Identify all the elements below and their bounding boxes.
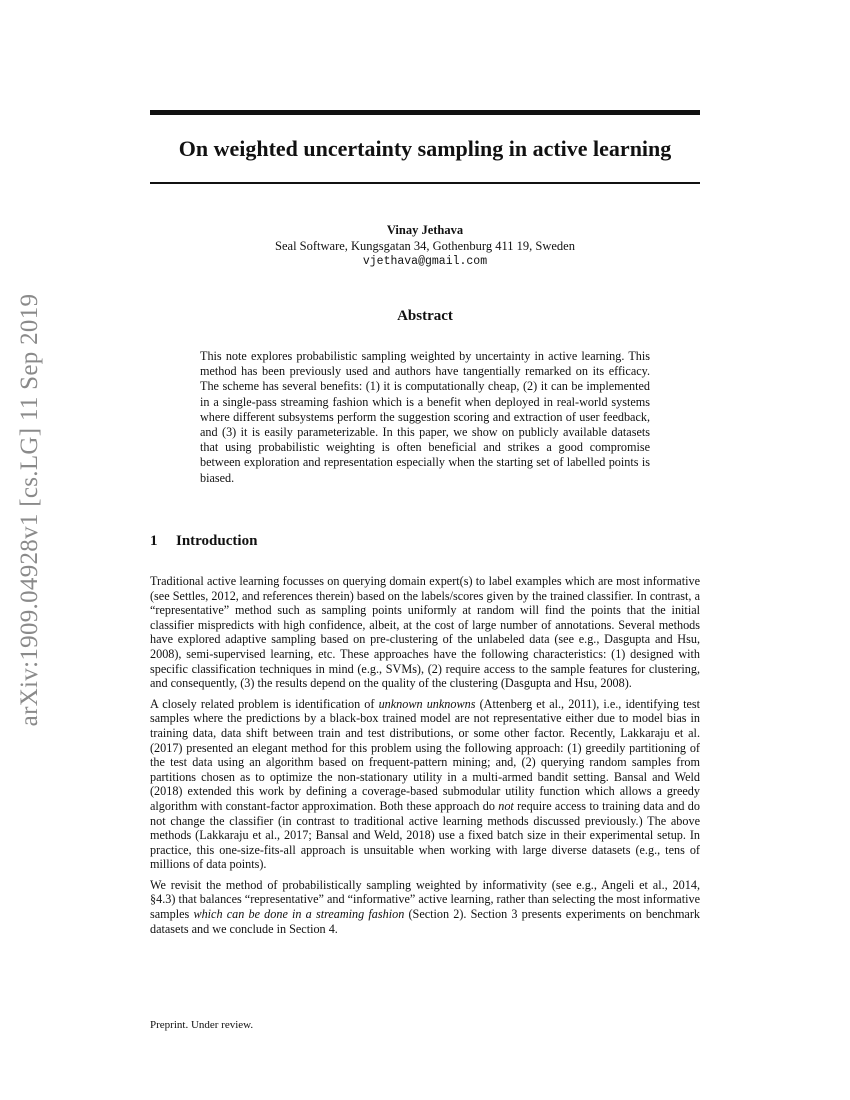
author-name: Vinay Jethava	[386, 223, 464, 237]
author-email: vjethava@gmail.com	[362, 255, 488, 268]
section-number: 1	[150, 533, 158, 549]
paragraph-2-part-a: A closely related problem is identification of	[150, 696, 379, 711]
title-top-rule	[150, 110, 700, 115]
section-heading	[150, 531, 700, 551]
paper-title: On weighted uncertainty sampling in active learning	[178, 136, 672, 161]
author-affiliation: Seal Software, Kungsgatan 34, Gothenburg 411 19, Sweden	[275, 239, 575, 253]
paragraph-1: Traditional active learning focusses on querying domain expert(s) to label examples which are most informative (see Settles, 2012, and references therein) based on the labels/scores given by the trained classifier. In contrast, a “representative” method such as sampling points uniformly at random will find the points that the initial classifier mispredicts with high confidence, albeit, at the cost of large number of annotations. Several methods have explored adaptive sampling based on pre-clustering of the unlabeled data (see e.g., Dasgupta and Hsu, 2008), semi-supervised learning, etc. These approaches have the following characteristics: (1) designed with specific classification techniques in mind (e.g., SVMs), (2) require access to the sample features for clustering, and consequently, (3) the results depend on the quality of the clustering (Dasgupta and Hsu, 2008).	[150, 574, 700, 691]
arxiv-identifier: arXiv:1909.04928v1 [cs.LG] 11 Sep 2019	[16, 293, 43, 727]
title-bottom-rule	[150, 182, 700, 184]
author-block	[150, 222, 700, 270]
paragraph-2-emphasis-not: not	[498, 798, 514, 813]
paragraph-3-emphasis-streaming: which can be done in a streaming fashion	[193, 907, 405, 922]
paragraph-2-part-b: (Attenberg et al., 2011), i.e., identifying test samples where the predictions by a black-box trained model are not representative either due to model bias in training data, data shift between train and test distributions, or some other factor. Recently, Lakkaraju et al. (2017) presented an elegant method for this problem using the following approach: (1) greedily partitioning of the test data using an algorithm based on frequent-pattern mining; and, (2) querying random samples from partitions chosen as to optimize the non-stationary utility in a multi-armed bandit setting. Bansal and Weld (2018) extended this work by defining a coverage-based submodular utility function which allows a greedy algorithm with constant-factor approximation. Both these approach do	[150, 696, 700, 813]
section-body	[150, 574, 700, 942]
section-title: Introduction	[176, 533, 258, 549]
preprint-footer: Preprint. Under review.	[150, 1019, 254, 1031]
paragraph-3-part-b: (Section 2). Section 3 presents experiments on benchmark datasets and we conclude in Section 4.	[150, 907, 700, 936]
paragraph-2	[150, 697, 700, 872]
abstract-heading: Abstract	[397, 308, 453, 324]
arxiv-sidebar	[0, 0, 60, 1100]
paragraph-3	[150, 878, 700, 936]
abstract-text: This note explores probabilistic sampling weighted by uncertainty in active learning. This method has been previously used and authors have tangentially remarked on its efficacy. The scheme has several benefits: (1) it is computationally cheap, (2) it can be implemented in a single-pass streaming fashion which is a benefit when deployed in real-world systems where different subsystems perform the suggestion scoring and extraction of user feedback, and (3) it is easily parameterizable. In this paper, we show on publicly available datasets that using probabilistic weighting is often beneficial and strikes a good compromise between exploration and representation especially when the starting set of labelled points is biased.	[200, 349, 650, 485]
paragraph-2-emphasis-unknown-unknowns: unknown unknowns	[378, 696, 476, 711]
paragraph-3-part-a: We revisit the method of probabilistically sampling weighted by informativity (see e.g., Angeli et al., 2014, §4.3) that balances “representative” and “informative” active learning, rather than selecting the most informative samples	[150, 877, 700, 922]
paragraph-2-part-c: require access to training data and do not change the classifier (in contrast to traditional active learning methods discussed previously.) The above methods (Lakkaraju et al., 2017; Bansal and Weld, 2018) use a fixed batch size in their experimental setup. In practice, this one-size-fits-all approach is unsuitable when working with large diverse datasets (e.g., tens of millions of data points).	[150, 798, 700, 872]
